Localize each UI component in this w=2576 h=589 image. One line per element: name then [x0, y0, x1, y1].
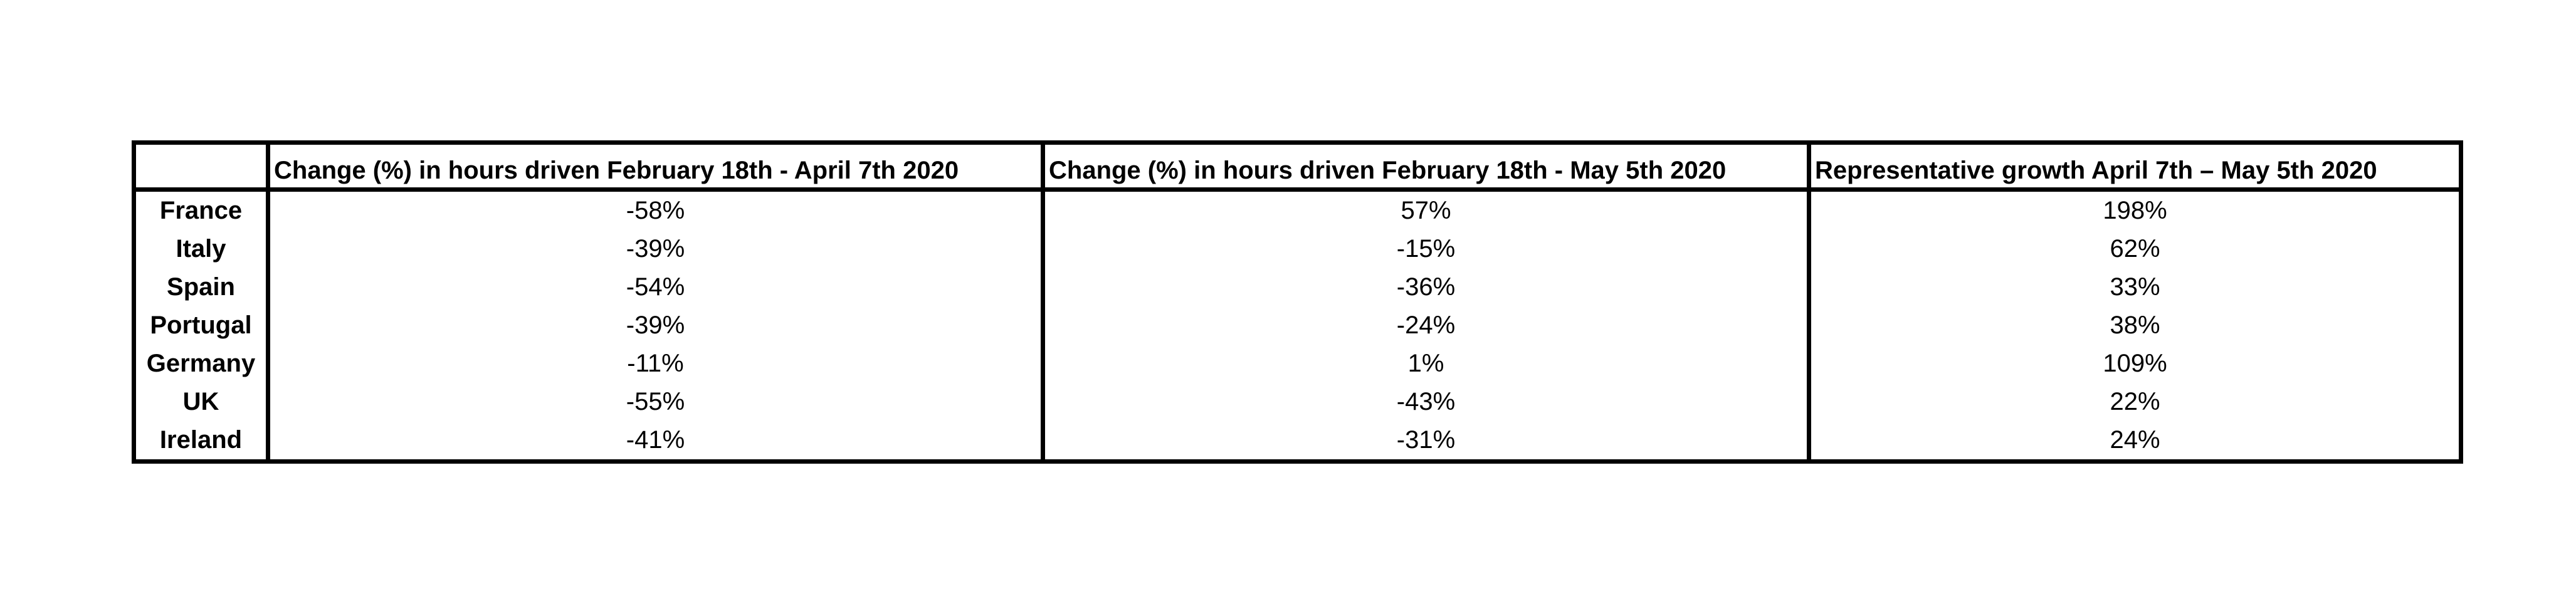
country-cell: Germany: [134, 345, 268, 383]
growth-value: 62%: [1809, 230, 2461, 268]
header-feb-apr-change: Change (%) in hours driven February 18th - April 7th 2020: [268, 143, 1043, 190]
country-cell: France: [134, 190, 268, 231]
feb-may-value: 57%: [1043, 190, 1809, 231]
header-apr-may-growth: Representative growth April 7th – May 5th 2020: [1809, 143, 2461, 190]
feb-apr-value: -39%: [268, 230, 1043, 268]
country-cell: Spain: [134, 268, 268, 306]
growth-value: 198%: [1809, 190, 2461, 231]
growth-value: 33%: [1809, 268, 2461, 306]
feb-apr-value: -54%: [268, 268, 1043, 306]
table-row: [134, 421, 2461, 462]
feb-apr-value: -58%: [268, 190, 1043, 231]
header-row: [134, 143, 2461, 190]
table-row: [134, 268, 2461, 306]
country-cell: Italy: [134, 230, 268, 268]
table-row: [134, 345, 2461, 383]
feb-may-value: -15%: [1043, 230, 1809, 268]
feb-may-value: -31%: [1043, 421, 1809, 462]
feb-apr-value: -11%: [268, 345, 1043, 383]
table-row: [134, 383, 2461, 421]
table-row: [134, 190, 2461, 231]
growth-value: 109%: [1809, 345, 2461, 383]
feb-may-value: -43%: [1043, 383, 1809, 421]
country-cell: Ireland: [134, 421, 268, 462]
feb-apr-value: -55%: [268, 383, 1043, 421]
country-cell: UK: [134, 383, 268, 421]
growth-value: 38%: [1809, 306, 2461, 345]
feb-apr-value: -41%: [268, 421, 1043, 462]
header-country-cell: [134, 143, 268, 190]
driving-change-table: [132, 140, 2463, 464]
table-row: [134, 230, 2461, 268]
feb-may-value: 1%: [1043, 345, 1809, 383]
table-container: [132, 140, 2459, 464]
growth-value: 24%: [1809, 421, 2461, 462]
country-cell: Portugal: [134, 306, 268, 345]
feb-may-value: -36%: [1043, 268, 1809, 306]
feb-apr-value: -39%: [268, 306, 1043, 345]
growth-value: 22%: [1809, 383, 2461, 421]
feb-may-value: -24%: [1043, 306, 1809, 345]
header-feb-may-change: Change (%) in hours driven February 18th - May 5th 2020: [1043, 143, 1809, 190]
table-row: [134, 306, 2461, 345]
